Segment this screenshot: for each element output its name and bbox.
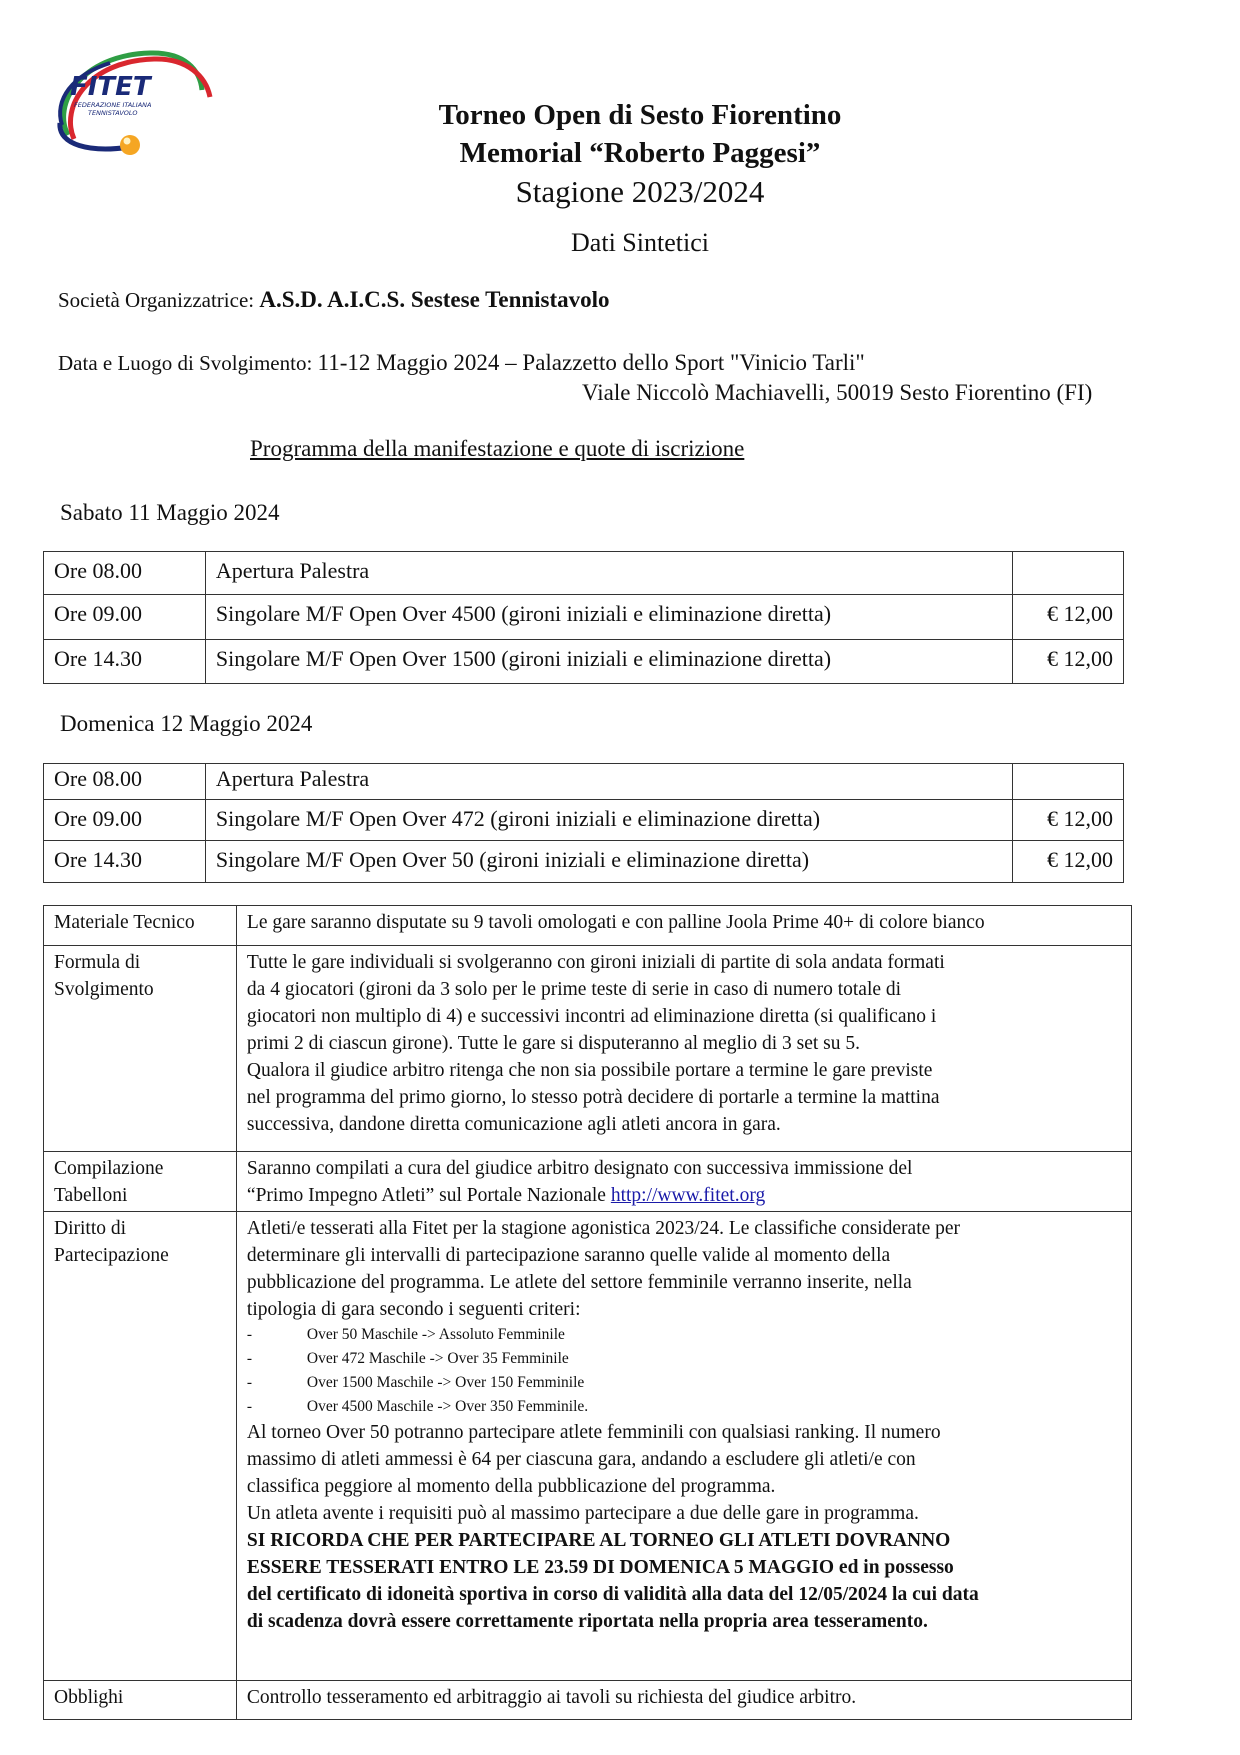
label-cell: [44, 946, 237, 1152]
label-line: Partecipazione: [54, 1245, 169, 1266]
fitet-link[interactable]: http://www.fitet.org: [610, 1185, 766, 1206]
table-row: [44, 1681, 1132, 1720]
bold-line: ESSERE TESSERATI ENTRO LE 23.59 DI DOMENICA 5 MAGGIO ed in possesso: [246, 1557, 954, 1578]
text-line: classifica peggiore al momento della pubblicazione del programma.: [246, 1476, 776, 1497]
text-line: [247, 1182, 1121, 1209]
criteria-text: Over 50 Maschile -> Assoluto Femminile: [306, 1326, 565, 1343]
organizer-label: Società Organizzatrice:: [58, 288, 255, 312]
venue-line2: Viale Niccolò Machiavelli, 50019 Sesto Fiorentino (FI): [582, 380, 1093, 405]
table-row: [44, 1152, 1132, 1212]
criteria-text: Over 4500 Maschile -> Over 350 Femminile.: [306, 1398, 589, 1415]
criteria-text: Over 1500 Maschile -> Over 150 Femminile: [306, 1374, 585, 1391]
table-row: [44, 595, 1124, 640]
time-cell: Ore 14.30: [44, 640, 206, 684]
criteria-item: [247, 1323, 1121, 1347]
logo-line2: TENNISTAVOLO: [88, 109, 138, 117]
label-cell: [44, 1212, 237, 1681]
text-line: successiva, dandone diretta comunicazione agli atleti ancora in gara.: [246, 1114, 781, 1135]
logo-abbr: FITET: [70, 72, 151, 102]
bold-line: del certificato di idoneità sportiva in corso di validità alla data del 12/05/2024 la cui data: [246, 1584, 979, 1605]
fee-cell: € 12,00: [1013, 595, 1124, 640]
dash-icon: -: [246, 1326, 253, 1343]
saturday-heading: Sabato 11 Maggio 2024: [60, 500, 280, 525]
text-line: nel programma del primo giorno, lo stesso potrà decidere di portarle a termine la mattina: [246, 1087, 940, 1108]
text-line: determinare gli intervalli di partecipazione saranno quelle valide al momento della: [246, 1245, 891, 1266]
saturday-table: [43, 551, 1124, 684]
time-cell: Ore 14.30: [44, 841, 206, 883]
table-row: [44, 552, 1124, 595]
sunday-table: [43, 763, 1124, 883]
text-line: pubblicazione del programma. Le atlete del settore femminile verranno inserite, nella: [246, 1272, 912, 1293]
venue-line1: 11-12 Maggio 2024 – Palazzetto dello Sport "Vinicio Tarli": [317, 350, 865, 375]
table-row: [44, 1212, 1132, 1681]
title-line1: Torneo Open di Sesto Fiorentino: [438, 99, 842, 131]
text-line: Atleti/e tesserati alla Fitet per la stagione agonistica 2023/24. Le classifiche considerate per: [246, 1218, 961, 1239]
table-row: [44, 946, 1132, 1152]
organizer-value: A.S.D. A.I.C.S. Sestese Tennistavolo: [259, 287, 610, 312]
value-cell: [236, 1152, 1131, 1212]
fee-cell: € 12,00: [1013, 640, 1124, 684]
label-cell: Materiale Tecnico: [44, 906, 237, 946]
dash-icon: -: [246, 1350, 253, 1367]
table-row: [44, 906, 1132, 946]
label-line: Svolgimento: [54, 979, 154, 1000]
label-cell: Obblighi: [44, 1681, 237, 1720]
fitet-logo: [50, 45, 220, 165]
text-span: “Primo Impegno Atleti” sul Portale Nazionale: [246, 1185, 606, 1206]
text-line: massimo di atleti ammessi è 64 per ciascuna gara, andando a escludere gli atleti/e con: [246, 1449, 916, 1470]
event-cell: Apertura Palestra: [205, 764, 1012, 800]
text-line: Un atleta avente i requisiti può al massimo partecipare a due delle gare in programma.: [246, 1503, 919, 1524]
time-cell: Ore 08.00: [44, 764, 206, 800]
event-cell: Singolare M/F Open Over 50 (gironi iniziali e eliminazione diretta): [205, 841, 1012, 883]
text-line: Al torneo Over 50 potranno partecipare atlete femminili con qualsiasi ranking. Il numero: [246, 1422, 941, 1443]
value-cell: [236, 946, 1131, 1152]
title-line2: Memorial “Roberto Paggesi”: [459, 137, 821, 169]
fee-cell: € 12,00: [1013, 800, 1124, 841]
event-cell: Singolare M/F Open Over 1500 (gironi iniziali e eliminazione diretta): [205, 640, 1012, 684]
text-line: Tutte le gare individuali si svolgeranno con gironi iniziali di partite di sola andata formati: [246, 952, 945, 973]
time-cell: Ore 09.00: [44, 595, 206, 640]
bold-line: SI RICORDA CHE PER PARTECIPARE AL TORNEO GLI ATLETI DOVRANNO: [246, 1530, 951, 1551]
value-cell: Le gare saranno disputate su 9 tavoli omologati e con palline Joola Prime 40+ di colore bianco: [236, 906, 1131, 946]
text-line: tipologia di gara secondo i seguenti criteri:: [246, 1299, 581, 1320]
table-row: [44, 800, 1124, 841]
program-heading: Programma della manifestazione e quote di iscrizione: [250, 436, 745, 461]
info-table: [43, 905, 1132, 1720]
criteria-text: Over 472 Maschile -> Over 35 Femminile: [306, 1350, 569, 1367]
dash-icon: -: [246, 1374, 253, 1391]
table-row: [44, 640, 1124, 684]
subtitle: Dati Sintetici: [571, 228, 709, 257]
fee-cell: [1013, 764, 1124, 800]
criteria-item: [247, 1371, 1121, 1395]
venue: [58, 350, 865, 376]
text-line: giocatori non multiplo di 4) e successivi incontri ad eliminazione diretta (si qualificano i: [246, 1006, 937, 1027]
label-cell: [44, 1152, 237, 1212]
time-cell: Ore 08.00: [44, 552, 206, 595]
value-cell: [236, 1212, 1131, 1681]
sunday-heading: Domenica 12 Maggio 2024: [60, 711, 313, 736]
label-line: Formula di: [54, 952, 141, 973]
label-line: Tabelloni: [54, 1185, 128, 1206]
table-row: [44, 841, 1124, 883]
dash-icon: -: [246, 1398, 253, 1415]
label-line: Compilazione: [54, 1158, 164, 1179]
text-line: da 4 giocatori (gironi da 3 solo per le prime teste di serie in caso di numero totale di: [246, 979, 902, 1000]
organizer: [58, 287, 610, 313]
criteria-item: [247, 1347, 1121, 1371]
bold-line: di scadenza dovrà essere correttamente riportata nella propria area tesseramento.: [246, 1611, 928, 1632]
ball-icon: [120, 135, 140, 155]
time-cell: Ore 09.00: [44, 800, 206, 841]
table-row: [44, 764, 1124, 800]
event-cell: Singolare M/F Open Over 4500 (gironi iniziali e eliminazione diretta): [205, 595, 1012, 640]
fee-cell: [1013, 552, 1124, 595]
text-line: primi 2 di ciascun girone). Tutte le gare si disputeranno al meglio di 3 set su 5.: [246, 1033, 860, 1054]
text-line: Qualora il giudice arbitro ritenga che non sia possibile portare a termine le gare previste: [246, 1060, 933, 1081]
value-cell: Controllo tesseramento ed arbitraggio ai tavoli su richiesta del giudice arbitro.: [236, 1681, 1131, 1720]
event-cell: Apertura Palestra: [205, 552, 1012, 595]
criteria-item: [247, 1395, 1121, 1419]
venue-label: Data e Luogo di Svolgimento:: [58, 351, 313, 375]
label-line: Diritto di: [54, 1218, 127, 1239]
fee-cell: € 12,00: [1013, 841, 1124, 883]
season: Stagione 2023/2024: [515, 174, 765, 209]
event-cell: Singolare M/F Open Over 472 (gironi iniziali e eliminazione diretta): [205, 800, 1012, 841]
logo-line1: FEDERAZIONE ITALIANA: [74, 101, 152, 109]
text-line: Saranno compilati a cura del giudice arbitro designato con successiva immissione del: [246, 1158, 913, 1179]
